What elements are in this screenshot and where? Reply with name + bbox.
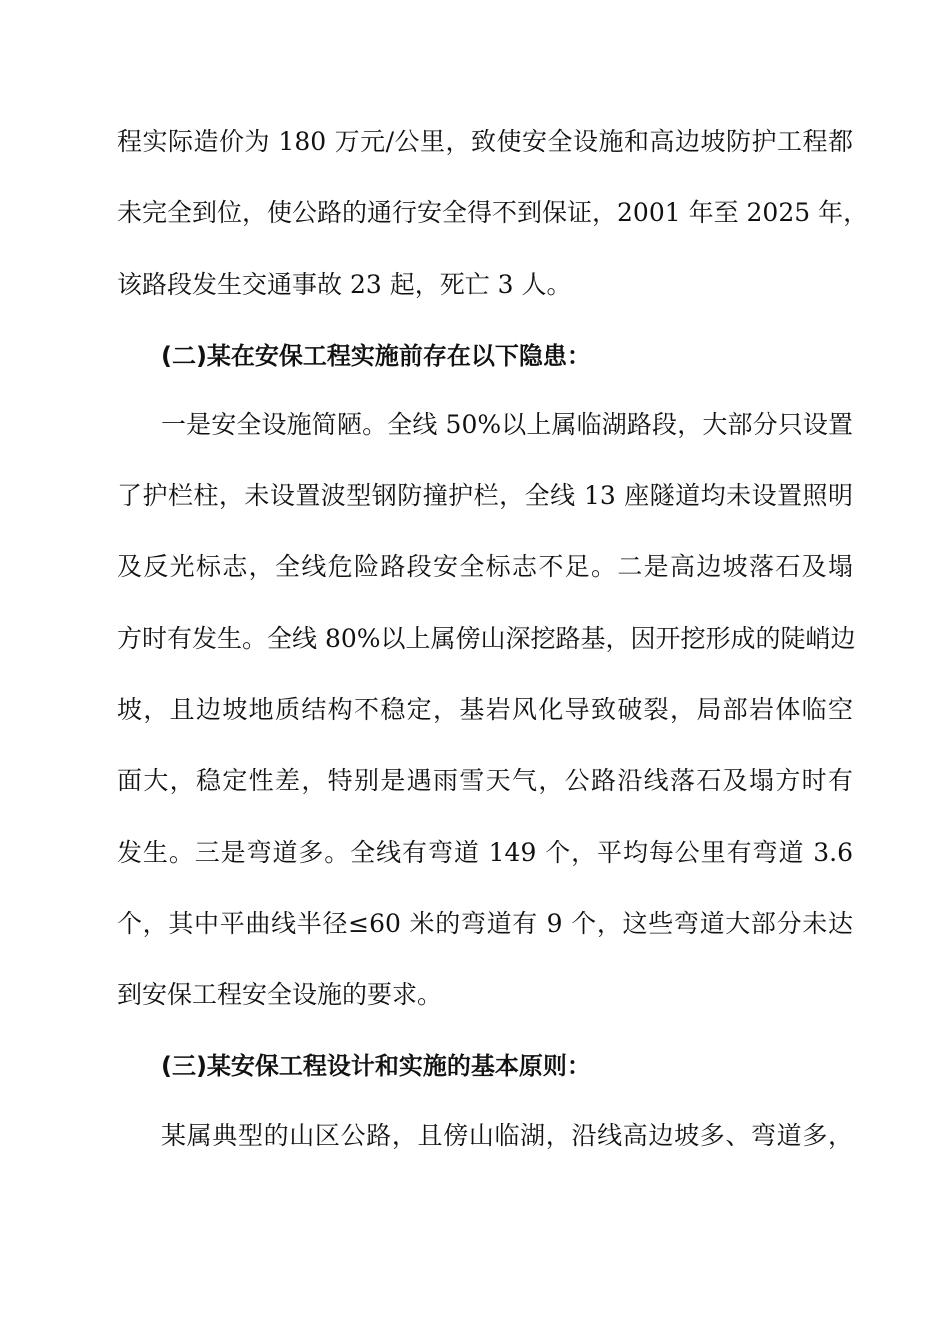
paragraph-2-line-3: 及反光标志，全线危险路段安全标志不足。二是高边坡落石及塌 — [117, 552, 853, 581]
paragraph-2-line-4: 方时有发生。全线 80%以上属傍山深挖路基，因开挖形成的陡峭边 — [117, 624, 856, 653]
paragraph-3-line-1: 某属典型的山区公路，且傍山临湖，沿线高边坡多、弯道多， — [161, 1121, 853, 1150]
section-heading-2: (二)某在安保工程实施前存在以下隐患： — [161, 342, 591, 370]
paragraph-2-line-1: 一是安全设施简陋。全线 50%以上属临湖路段，大部分只设置 — [161, 410, 853, 439]
paragraph-2-line-5: 坡，且边坡地质结构不稳定，基岩风化导致破裂，局部岩体临空 — [117, 695, 853, 724]
paragraph-1-line-2: 未完全到位，使公路的通行安全得不到保证，2001 年至 2025 年， — [117, 198, 869, 227]
paragraph-2-line-9: 到安保工程安全设施的要求。 — [117, 980, 443, 1009]
paragraph-2-line-2: 了护栏柱，未设置波型钢防撞护栏，全线 13 座隧道均未设置照明 — [117, 481, 853, 510]
paragraph-2-line-6: 面大，稳定性差，特别是遇雨雪天气，公路沿线落石及塌方时有 — [117, 766, 853, 795]
paragraph-2-line-8: 个，其中平曲线半径≤60 米的弯道有 9 个，这些弯道大部分未达 — [117, 909, 853, 938]
section-heading-3: (三)某安保工程设计和实施的基本原则： — [161, 1052, 591, 1080]
paragraph-1-line-1: 程实际造价为 180 万元/公里，致使安全设施和高边坡防护工程都 — [117, 127, 853, 156]
paragraph-2-line-7: 发生。三是弯道多。全线有弯道 149 个，平均每公里有弯道 3.6 — [117, 838, 853, 867]
paragraph-1-line-3: 该路段发生交通事故 23 起，死亡 3 人。 — [117, 270, 572, 299]
